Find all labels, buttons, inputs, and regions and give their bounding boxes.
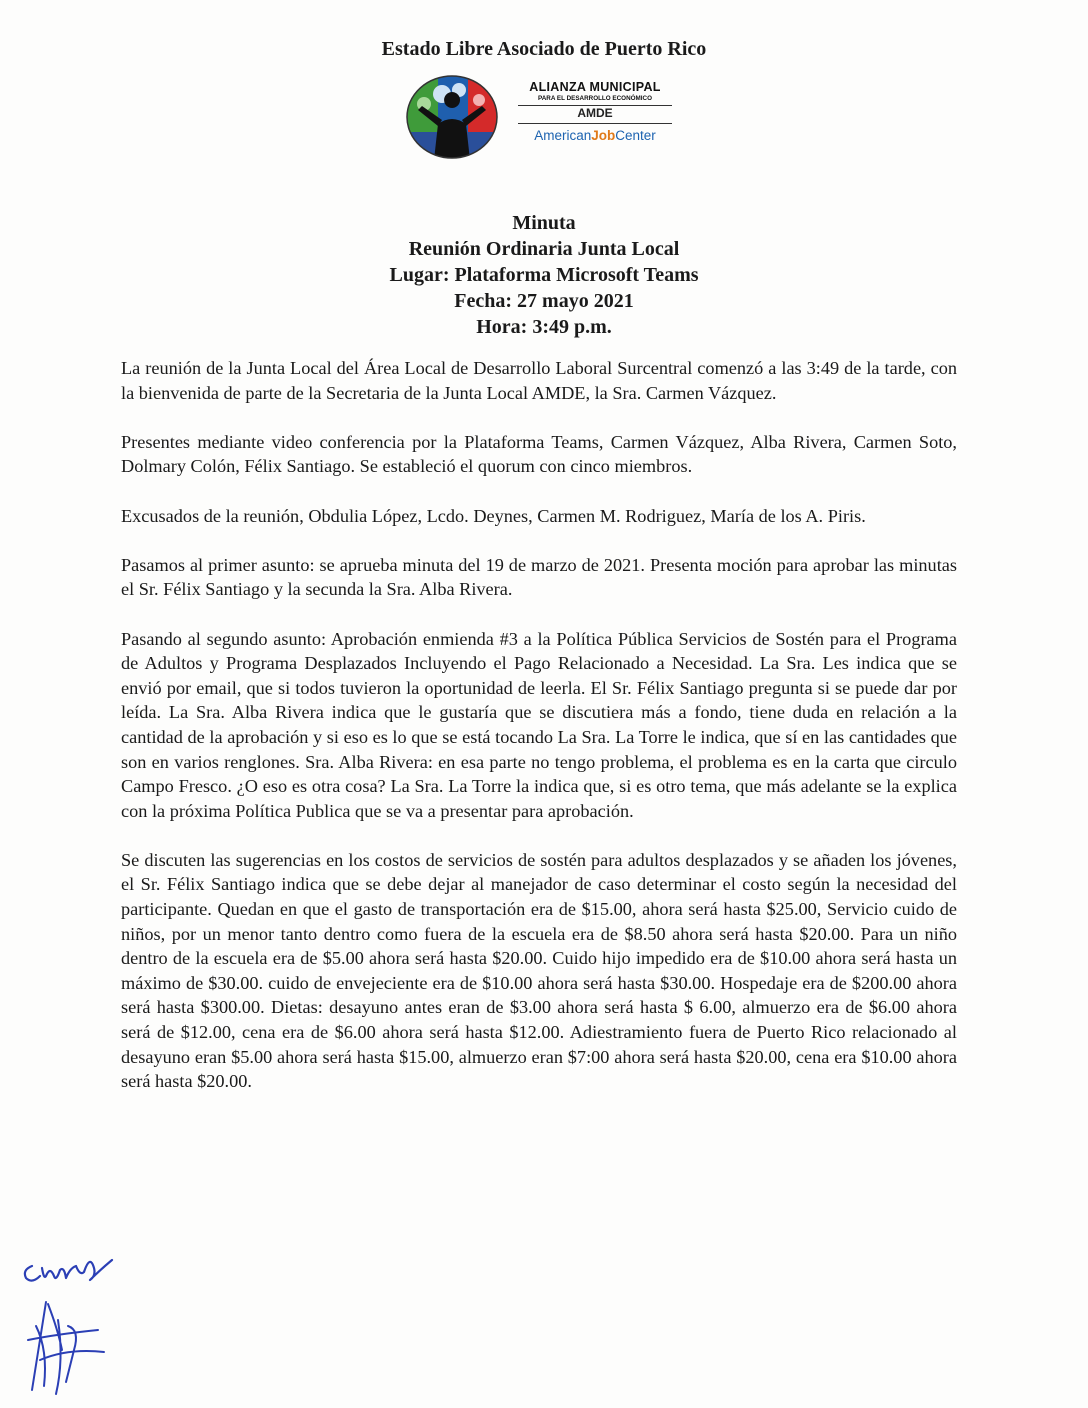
amde-logo xyxy=(404,74,684,164)
title-minuta: Minuta xyxy=(512,212,576,234)
paragraph-second-item: Pasando al segundo asunto: Aprobación enmienda #3 a la Política Pública Servicios de Sostén para el Programa de Adultos y Programa Desplazados Incluyendo el Pago Relacionado a Necesidad. La Sra. Les indica que se envió por email, que si todos tuvieron la oportunidad de leerla. El Sr. Félix Santiago pregunta si se puede dar por leída. La Sra. Alba Rivera indica que le gustaría que se discutiera más a fondo, tiene duda en relación a la cantidad de la aprobación y si eso es lo que se está tocando La Sra. La Torre le indica, que sí en las cantidades que son en varios renglones. Sra. Alba Rivera: en esa parte no tengo problema, el problema es en la carta que circulo Campo Fresco. ¿O eso es otra cosa? La Sra. La Torre la indica que, si es otro tema, que más adelante se la explica con la próxima Política Publica que se va a presentar para aprobación. xyxy=(121,628,957,821)
title-location: Lugar: Plataforma Microsoft Teams xyxy=(389,264,699,286)
logo-line1: ALIANZA MUNICIPAL xyxy=(529,80,661,94)
minutes-body xyxy=(121,356,957,1118)
ajc-job: Job xyxy=(591,128,616,143)
american-job-center-logo xyxy=(510,128,680,143)
logo-line2: PARA EL DESARROLLO ECONÓMICO xyxy=(538,95,652,102)
ajc-center: Center xyxy=(615,128,656,143)
minutes-title-block xyxy=(0,210,1088,340)
paragraph-excused: Excusados de la reunión, Obdulia López, Lcdo. Deynes, Carmen M. Rodriguez, María de los A. Piris. xyxy=(121,505,866,526)
logo-acronym: AMDE xyxy=(577,106,613,120)
amde-logo-text xyxy=(510,80,680,143)
amde-emblem-icon xyxy=(404,74,500,160)
paragraph-support-costs: Se discuten las sugerencias en los costos de servicios de sostén para adultos desplazados y se añaden los jóvenes, el Sr. Félix Santiago indica que se debe dejar al manejador de caso determinar el costo según la necesidad del participante. Quedan en que el gasto de transportación era de $15.00, ahora será hasta $25.00, Servicio cuido de niños, por un menor tanto dentro como fuera de la escuela era de $8.50 ahora será hasta $20.00. Para un niño dentro de la escuela era de $5.00 ahora será hasta $20.00. Cuido hijo impedido era de $10.00 ahora será hasta un máximo de $30.00. cuido de envejeciente era de $10.00 ahora será hasta $30.00. Hospedaje era de $200.00 ahora será hasta $300.00. Dietas: desayuno antes eran de $3.00 ahora será hasta $ 6.00, almuerzo era de $6.00 ahora será de $12.00, cena era de $6.00 ahora será hasta $12.00. Adiestramiento fuera de Puerto Rico relacionado al desayuno eran $5.00 ahora será hasta $15.00, almuerzo eran $7:00 ahora será hasta $20.00, cena era $10.00 ahora será hasta $20.00. xyxy=(121,849,957,1092)
title-meeting-type: Reunión Ordinaria Junta Local xyxy=(408,238,680,260)
title-date: Fecha: 27 mayo 2021 xyxy=(454,290,634,312)
handwritten-signature-2 xyxy=(18,1290,108,1400)
paragraph-first-item: Pasamos al primer asunto: se aprueba minuta del 19 de marzo de 2021. Presenta moción para aprobar las minutas el Sr. Félix Santiago y la secunda la Sra. Alba Rivera. xyxy=(121,554,957,600)
paragraph-attendees: Presentes mediante video conferencia por la Plataforma Teams, Carmen Vázquez, Alba Rivera, Carmen Soto, Dolmary Colón, Félix Santiago. Se estableció el quorum con cinco miembros. xyxy=(121,431,957,477)
paragraph-opening: La reunión de la Junta Local del Área Local de Desarrollo Laboral Surcentral comenzó a las 3:49 de la tarde, con la bienvenida de parte de la Secretaria de la Junta Local AMDE, la Sra. Carmen Vázquez. xyxy=(121,358,957,403)
ajc-american: American xyxy=(534,128,592,143)
document-header-title: Estado Libre Asociado de Puerto Rico xyxy=(381,38,707,60)
title-time: Hora: 3:49 p.m. xyxy=(476,316,612,338)
logo-divider-2 xyxy=(518,123,672,124)
handwritten-initials-1 xyxy=(20,1246,120,1292)
